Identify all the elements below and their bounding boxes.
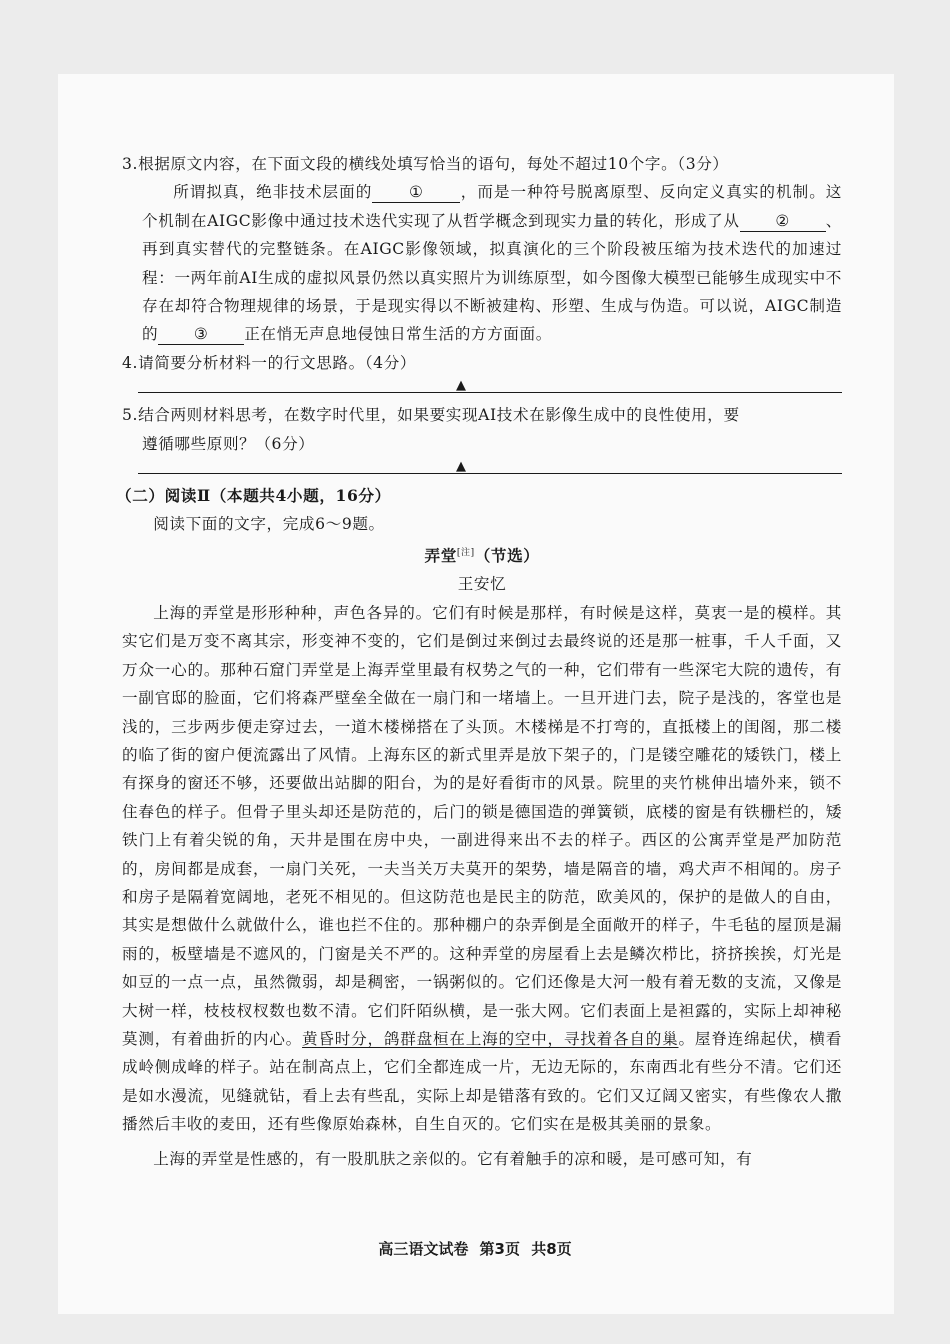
q3-text-4: 正在悄无声息地侵蚀日常生活的方方面面。 [244, 325, 552, 344]
title-suffix: （节选） [474, 546, 540, 566]
fill-blank-3[interactable]: ③ [158, 324, 244, 345]
page-footer: 高三语文试卷 第3页 共8页 [378, 1240, 572, 1258]
answer-rule [138, 473, 842, 474]
q5-prompt-b: 遵循哪些原则？（6分） [142, 434, 315, 453]
article-title [122, 539, 842, 571]
question-5-prompt [122, 401, 842, 458]
section-instruction: 阅读下面的文字，完成6～9题。 [153, 515, 385, 534]
question-5-answer-line[interactable] [138, 460, 842, 476]
para1-text-b: 。屋脊连绵起伏，横看成岭侧成峰的样子。站在制高点上，它们全都连成一片，无边无际的，东南西北有些分不清。它们还是如水漫流，见缝就钻，看上去有些乱，实际上却是错落有致的。它们又辽阔又密实，有些像农人撒播然后丰收的麦田，还有些像原始森林，自生自灭的。它们实在是极其美丽的景象。 [122, 1029, 842, 1134]
q3-text-1: 所谓拟真，绝非技术层面的 [173, 183, 373, 202]
triangle-marker-icon: ▲ [456, 378, 467, 394]
fill-blank-1[interactable]: ① [372, 182, 460, 203]
page-content [116, 150, 842, 1173]
title-note: [注] [456, 547, 475, 558]
question-4-answer-line[interactable] [138, 379, 842, 395]
article-author: 王安忆 [457, 575, 507, 594]
answer-rule [138, 392, 842, 393]
article-paragraph-2: 上海的弄堂是性感的，有一股肌肤之亲似的。它有着触手的凉和暖，是可感可知，有 [153, 1149, 753, 1168]
underlined-sentence: 黄昏时分，鸽群盘桓在上海的空中，寻找着各自的巢 [302, 1029, 679, 1048]
q3-text-3: 、再到真实替代的完整链条。在AIGC影像领域，拟真演化的三个阶段被压缩为技术迭代的加速过程：一两年前AI生成的虚拟风景仍然以真实照片为训练原型，如今图像大模型已能够生成现实中不存在却符合物理规律的场景，于是现实得以不断被建构、形塑、生成与伪造。可以说，AIGC制造的 [142, 211, 842, 344]
title-text: 弄堂 [424, 546, 457, 566]
q3-text-2: ，而是一种符号脱离原型、反向定义真实的机制。这个机制在AIGC影像中通过技术迭代实现了从哲学概念到现实力量的转化，形成了从 [142, 183, 842, 230]
question-4-prompt: 4.请简要分析材料一的行文思路。（4分） [122, 353, 417, 372]
para1-text-a: 上海的弄堂是形形种种，声色各异的。它们有时候是那样，有时候是这样，莫衷一是的模样。其实它们是万变不离其宗，形变神不变的，它们是倒过来倒过去最终说的还是那一桩事，千人千面，又万众一心的。那种石窟门弄堂是上海弄堂里最有权势之气的一种，它们带有一些深宅大院的遗传，有一副官邸的脸面，它们将森严壁垒全做在一扇门和一堵墙上。一旦开进门去，院子是浅的，客堂也是浅的，三步两步便走穿过去，一道木楼梯搭在了头顶。木楼梯是不打弯的，直抵楼上的闺阁，那二楼的临了街的窗户便流露出了风情。上海东区的新式里弄是放下架子的，门是镂空雕花的矮铁门，楼上有探身的窗还不够，还要做出站脚的阳台，为的是好看街市的风景。院里的夹竹桃伸出墙外来，锁不住春色的样子。但骨子里头却还是防范的，后门的锁是德国造的弹簧锁，底楼的窗是有铁栅栏的，矮铁门上有着尖锐的角，天井是围在房中央，一副进得来出不去的样子。西区的公寓弄堂是严加防范的，房间都是成套，一扇门关死，一夫当关万夫莫开的架势，墙是隔音的墙，鸡犬声不相闻的。房子和房子是隔着宽阔地，老死不相见的。但这防范也是民主的防范，欧美风的，保护的是做人的自由，其实是想做什么就做什么，谁也拦不住的。那种棚户的杂弄倒是全面敞开的样子，牛毛毡的屋顶是漏雨的，板壁墙是不遮风的，门窗是关不严的。这种弄堂的房屋看上去是鳞次栉比，挤挤挨挨，灯光是如豆的一点一点，虽然微弱，却是稠密，一锅粥似的。它们还像是大河一般有着无数的支流，又像是大树一样，枝枝杈杈数也数不清。它们阡陌纵横，是一张大网。它们表面上是袒露的，实际上却神秘莫测，有着曲折的内心。 [122, 603, 842, 1048]
question-3-passage [122, 178, 842, 348]
triangle-marker-icon: ▲ [456, 459, 467, 475]
q5-prompt-a: 5.结合两则材料思考，在数字时代里，如果要实现AI技术在影像生成中的良性使用，要 [122, 406, 740, 425]
question-3-prompt: 3.根据原文内容，在下面文段的横线处填写恰当的语句，每处不超过10个字。（3分） [122, 155, 729, 173]
fill-blank-2[interactable]: ② [740, 211, 826, 232]
section-heading: （二）阅读Ⅱ（本题共4小题，16分） [116, 486, 391, 506]
article-paragraph-1 [122, 599, 842, 1139]
